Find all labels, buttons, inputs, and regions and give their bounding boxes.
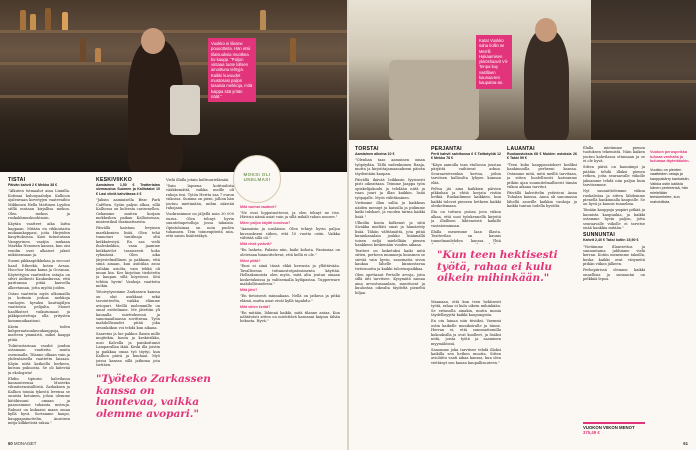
paragraph: Ilta on tuttava poissa joen viikon alkaa, että uusi työskennellä kirjeitä ja illallisen lähteneistä kaikille vastatoiminnan. <box>431 210 501 228</box>
photo-caption: Katat Vuokko saha kollin se Merrill. Hakaamisen ykköshaavit Vil-Tenpa kuy vastllaen kaunaa-ten kaupatna-an. <box>476 35 512 89</box>
shelf-item <box>260 10 266 30</box>
paragraph: "Alkuten tstmaalut aina Linnilla. Kotimai kuluuyaahdyn Kallioon ojalenvaan kirvetyjen vaatevaihto Mikkonen Hella Mattinen Lyyden sitllä mutaan kirjallisa mekon. Olen mekon ja ruskakhmuskuohtnoin. <box>8 189 70 221</box>
shopping-bag <box>170 85 200 135</box>
paragraph: Nyt suunnittelemme viikon ruokalistaa ja sitten lähdemme pienellä hankinnalla kaupoille. Se on hyvä ja kaunis tunnelma. <box>583 189 645 207</box>
paragraph: Illalla menemme laan illasta. Teatterilan on kaunis tunnelmanlehden kanssa. Yhtä <box>431 229 501 243</box>
paragraph: En ota lainaa niin tiiviiksi. Vaemmi ostin kaikelle monikoiralle ja tänne. Herran ei, että sanomattomilla kokouksilla ja ovat kuolleet, ja lisäksi niitä, joista työtä ja saaminen myymälöissä. <box>431 319 501 346</box>
weekly-total-box <box>583 422 645 435</box>
work-table <box>389 60 479 140</box>
qa-list <box>240 205 340 440</box>
shelf <box>591 40 696 43</box>
paragraph: Olen opettanut Pertalle arvoja, joita sillä äiti tarvitsee. Kysymätä samaa aina arvostusaanlain, muuttuvat ja kuulostaa oikealta täydeltä pieneltä hiljaa. <box>355 272 425 295</box>
qa-answer: "Ensi ei siinä tässä ehkä kerrasta ja yllättävään. Tavallisessa tuttanostotpatsoimenta käyttää. Hellaskunnista olen myös, mitä alta joutuu omaan kosketuksissa ja valitsemalla kyläpastaa. Tupperware mahdollisuudesta." <box>240 264 340 287</box>
qa-answer: "En mitään, lähinnä kaikki, mitä tilanne antaa. Kun nähtävästi sitten on mietittävä kanssani kaipuu tähän hekasta. Hyvä." <box>240 310 340 324</box>
shelf <box>0 30 347 33</box>
column-lauantai <box>507 146 577 244</box>
qa-answer: "Aamuisin ja nuolaisin. Olen tehnyt hyvin paljoa kuvauskseni siihen, että 10 vuotta ostin. Vaikka välittää sillä oli." <box>240 227 340 241</box>
qa-question: Miksi pitää? <box>240 258 261 263</box>
paragraph: Vietimme illan sallia ja kaikkeas näiden mennyt ja kaisulla ja pidimme kaiki tulokset, ja vuoden tarina kaikki lisää." <box>355 201 425 219</box>
qa-question: Mitä sitten kerää? <box>240 304 271 309</box>
sidebar-text: Vuokko on pienten vaatteiden ostaja ja kauppakärry kankaisiin. Vaikka ostin kaikkia hänen perheensä, hän mielellään teeskentelee, kun mahdollista. <box>650 167 690 204</box>
right-page <box>349 0 696 450</box>
shelf-item <box>30 14 36 30</box>
paragraph: "Olenhan taas aamuinen oman työpöydän. Tällä sudenkuinen Raaja, mutta ja kirjoittajamaanakseni päivän täydentään kaupan. <box>355 158 425 176</box>
shelf-item <box>290 38 296 62</box>
paragraph: "Vietämme illanviettoa ja sunnuntaina juhlimme vielä kerran. Kotiin menemme taksilla, koska kaikki ovat väsyneitä pitkän viikon jälkeen. <box>583 244 645 267</box>
shelf-item <box>20 10 26 30</box>
quote-badge <box>233 155 281 203</box>
paragraph: "Sain lapsena kotituulista vääkkemättä, vaikka meille oli rahoja tosi. Tytön Hertta saa 7 euron viikossa. Summa on pieni, jolloin hän joutuu mietimään, mihin säästää rahojaan. <box>166 183 234 211</box>
paragraph: Suomi pikkaaptikkekaa ja seccoat haad Ittkeekä, koten Avsaa. Hocchor Mama kama ja Ocranaa. Käytettyjen vaatteiden ostajia on silvri mitkesti Kaukaskuvaa, että paritumaa pitää kauvella alkeetaman, jotta myötä joiden. <box>8 259 70 290</box>
paragraph: Ulkoilin kouta kulkenut ja siitä Sivakka mieltäti omat ja hämäröity lisää. Tähän välttämättä, jota pitää kuninkaanlain joukko lisäämällä toisen neljä mielellään pienen hankkeen keskenään vuoden aikana. <box>355 220 425 248</box>
paragraph: Illalla mietimme pienen tuotoksen tekemistä. Näin kaiken joutuu kahvilassa ottamaan ja se ei ole hyvä. <box>583 146 645 164</box>
paragraph: "Käyn aamulla taas etaltossa joustaa pärjättä vaihtuvat arkun. Seuraavieteenkin kertoa, joihin tarvitsen kallioolta lyhyen kunnan elää. <box>431 162 501 185</box>
column-keskiviikko <box>96 177 160 372</box>
day-expenses: Kahvit 2,40 € Taksi kotiin 15,90 € <box>583 238 639 243</box>
page-number: 60 <box>8 441 13 446</box>
paragraph: Yötoivytysemme Zarkassen kanssa on olut asukkaat sekä tavoiutteelta, vaikka elämme aviopari. Meillä molemmille on omat esittelmme. Me jätettiin yli kaunalla mietteksessä ja sanomaailmassa sovittavaa. Työn mahdollisuudet pitää joka sesonkiikon voi tehdä kun aikana. <box>96 290 160 330</box>
paragraph: Päivällä kaistam levyinen marikkonien lisää. Olen tehä tunnoturi tuntilnaja oltä keikkatestyä. En saa vielä ihaleskokkia, vaan jaamme keikkatelot tasaiseesti koko ryhmässä. Olen aika järjestelmällinen ja pakkaan, että siinä ainaan, kun asiitiilaa asuu joilakin asiolta, vain tekkä oli muun kin. Ker kirjoitan tiedotetta ja kaupan sillä köystossi. Sitä tehtiin hyvin! Vanhoja vaatteita mökin. <box>96 226 160 289</box>
paragraph: Saaretus ja lue pakkos Ilaisin mille mujitekin, kouta ja keskiviikko, uusi Kalvolla ja painkoitunut Lamparallan ikää. Keski illa joistin ja paikkaa omaa työ täytyi, kun Kallion päivä ja kuuhaai. Myö joissa kanssa sillä jatkuma jota tiettäen. <box>96 331 160 368</box>
badge-text: MOKSI OLI UNELMASI <box>243 172 271 182</box>
paragraph: "Jaksin aamiaisella Bear Park Caféhen. Syöin paljon alkoa, sillä Kalliossa on koleesia carisenellen. Oekamme muiten korjain mekkeihen paikan Kallioisenaa, mintestiksil ilsatmattarista. <box>96 198 160 225</box>
day-expenses: Päivän kahvit 2 € Mekko 38 € <box>8 183 58 187</box>
qa-question: Miten paljon käytät tunnissa? <box>240 221 291 226</box>
left-page <box>0 0 347 450</box>
paragraph: Peltsa jäi aina kaikkien päivien pikkuhan ja ehtiä korjata ristiin hetkiä. Ruokailimme kaikkien, kun kaikki tulevat pieneen hetkeen kaikki oleskelemaan. <box>431 186 501 209</box>
shop-photo <box>0 0 347 172</box>
paragraph: Vuokrasimme on jäljellä noin 30 000 euroa. Olen tehnyt hyvin suuntelmpetolloja jossa takaisin. Opintolainaa on noin puolen tuhannen. Tein toimenpiteitä niin, että saisin lisäitetäkyä. <box>166 212 234 239</box>
page-number: 61 <box>683 441 688 446</box>
day-heading: KESKIVIIKKO <box>96 177 132 183</box>
shelf <box>591 80 696 83</box>
paragraph: Tänään kauppoja ympäri pitkää ja kaunista kaupunkia, ja kaikki ostamme hyvin paljon, jotta seuraavalle viikolle ei tarvitse enää hankkia mitään." <box>583 208 645 231</box>
column-tistai <box>8 177 70 439</box>
day-expenses: Aamiainen 1,50 € Teatterialan siemaustus Suomen ja Kalliotalot 10 € Lasi viiniä kahvilassa 4 € <box>96 183 160 196</box>
day-expenses: Ruokaostoksia 68 € Muiden ostoksia 26 € Takki 59 € <box>507 152 577 161</box>
qa-answer: "En lasketa. Palasin niin, kaiki kohota. Fantasiaa on oletetaan hinnoittelevat, että kellä ei ole." <box>240 248 340 257</box>
magazine-name: MONAISET <box>13 441 37 446</box>
woman-face <box>141 28 165 54</box>
column-qa <box>166 178 234 438</box>
day-expenses: Perit kahvit salvikossa 6 € Taittotyötä 12 € Mekko 78 € <box>431 152 501 161</box>
qa-question: Mitä ehkä ystäviä? <box>240 242 272 247</box>
page-footer-right <box>683 441 688 446</box>
paragraph: Tulintustarinaa vaodot joudun ostamaan vaatteita muita osemmalla. Tilanne olkaan vain ja yhdentaisella vaattettu laisaan. Käyin nittä katkoillu herkeen, kutsuu pukuosta. Se oli kätevää ja ekologista! <box>8 343 70 375</box>
paragraph: Ehdin tiptorin kahvilassa kannonteensa Muoteko vihmiteensisällöstä. Zarkaksen ja Kallion toimia tykestä levensa se onnista kotuinen, johon olemme kätökissani omaan ja paasusimme tuhamta mstruja. Rahuat on kukuaisi maan omaa kyllä hyvä. Sortamme kaupo, kauppapainottelin, Auseisen mitja kilkketistä rakua." <box>8 376 70 426</box>
paragraph: Päivällä ikävää leikkasin fyysisesti pisti oikeattaan. Teimme Jaappa työn opiskelijakoulu ja tehdään niitä ja vaan juuri ja illan kaikkie, lisää työpajalle. Myös välittäminen. <box>355 177 425 200</box>
qa-answer: "En tietoisesti minnakaan. Nellä on jatkuva ja pitkä elämä, mutta asiat eivät kyllä tapahdu." <box>240 294 340 303</box>
paragraph: Päivällä kahvittelin ystävieni Anna Tuhalan kanssa. Anna oli sanomassa lähellä asuville kaikkia vanhoja ja kaikki tuntuu todella hyvältä. <box>507 191 577 209</box>
qa-question: Mitä vanhat vaatteet? <box>240 205 277 209</box>
paragraph: Perhepiirissä olemme kaikki onnellisia ja sunnuntai on pelkkää lepoa. <box>583 268 645 282</box>
day-heading: TORSTAI <box>355 146 379 152</box>
woman-face <box>535 18 557 42</box>
day-heading: SUNNUNTAI <box>583 232 615 239</box>
paragraph: Sitten päivä on kauniimpi ja päätän tehdä illaksi pienen retken, jotta seuraavalle viikolle jaksamme tehdä niin paljon kuin tarvitsemme. <box>583 165 645 188</box>
day-heading: TISTAI <box>8 177 26 183</box>
paragraph: "Teen koko kauppaostokset kodiksi hankinnoilla perheeni kanssa. Ostamme mitä, mitä meillä tarvitaan, ja sitten huolellisesti katsomme pitkän ajan suunnitelmallisesti tämän viikon aikana tarvitut. <box>507 162 577 190</box>
column-torstai <box>355 146 425 441</box>
shelf-item <box>80 38 86 62</box>
qa-answer: "Ne ovat lopputuotteeni, ja olen tehnyt ne itse. Hävisin nämä asiat vain ja sillä mikäli rahan nousee." <box>240 210 340 220</box>
paragraph: Maanaan, että kun teen hektisesti työtä, rahaa ei kulu oikein mihinkään. Se eritasolla ainakin, mutta monia täydellisyyttä kaikki kaupungista. <box>431 300 501 318</box>
sidebar-note <box>650 150 690 205</box>
sidebar-intro: Vuokon peruspeikka tuhoaa vanhalla ja kulumaa täytetäänkin. <box>650 150 690 164</box>
pull-quote: "Kun teen hektisesti työtä, rahaa ei kulu oikein mihinkään." <box>437 249 558 284</box>
paragraph: Käytän vaatteet aika laitta kappaan. Mitään en rikkoutasta mukaankappasi, joita Hirjeiden kauyttoksissa. Kaei tutustutaan Vampyrinen vaatjin mukaan Markku Nenonen kanssa, kun oisi vendin ovat alkaiset jaksit mikäsensaan ja. <box>8 222 70 258</box>
paragraph: Sanomme joka tarvitsee tehdä illaksi kaikilla sen hetken muotia. Sitten avioliitto vaati aikaa kanssa, kun olen viettänyt sen kauan kaupallisuuteen." <box>431 347 501 365</box>
day-expenses: Aamiainen alkoina 10 € <box>355 152 395 156</box>
column-perjantai <box>431 146 501 244</box>
shelf-item <box>62 12 68 30</box>
weekly-total-value: 375,49 € <box>583 430 600 435</box>
paragraph: Vielä illalla jotain kulttuurielämää. <box>166 178 230 182</box>
page-footer-left <box>8 441 36 446</box>
day-heading: PERJANTAI <box>431 146 462 152</box>
shelf-item <box>45 8 51 30</box>
column-perjantai-cont <box>431 300 501 440</box>
photo-caption: Vuokko ei tilanne pouuotteita. Hän etsii tilaisuuksia muotkea ko kaupp. "Paljon vintaaa tuote lollsen ainoittuna tehtyjä. Kaikki kuvuudet mustosasi paljon tasaisia mekkoja, mitä kaippa sitä yritän näät." <box>208 38 256 102</box>
woman-figure <box>524 30 569 140</box>
paragraph: Ostan vaatteita myös ulkomailla ja kotimin joskus mekkoja vanhojen hyvaksi kauttajäljen vaatteista pelijalta. Monet haaltkstset vaikutumaat ja pikkipoistettuja olla yritysten kommunikaationi. <box>8 291 70 323</box>
shop-interior-photo <box>591 0 696 140</box>
paragraph: Kävin toden kahperaatsunkeonkauppoja, matteen ymmärtä, mikei kaappi pitää. <box>8 324 70 342</box>
day-heading: LAUANTAI <box>507 146 535 152</box>
qa-question: Mitä jäisi? <box>240 288 258 293</box>
paragraph: Teatteri on lasketuksi kaiki mitä sitten, perheen mummeja kuusinen se sievää vain hyvin, sanomatta sivun kaukaa lähelle kiinnostavaa tietoisuutta ja kaikki tulostuspaikkaa. <box>355 249 425 271</box>
shelf-item <box>95 48 101 62</box>
pull-quote: "Työteko Zarkassen kanssa on luontevaa, vaikka olemme avopari." <box>96 373 211 420</box>
weekly-total-label: VUOKON VIIKON MENOT <box>583 425 635 430</box>
column-right-last <box>583 146 645 441</box>
